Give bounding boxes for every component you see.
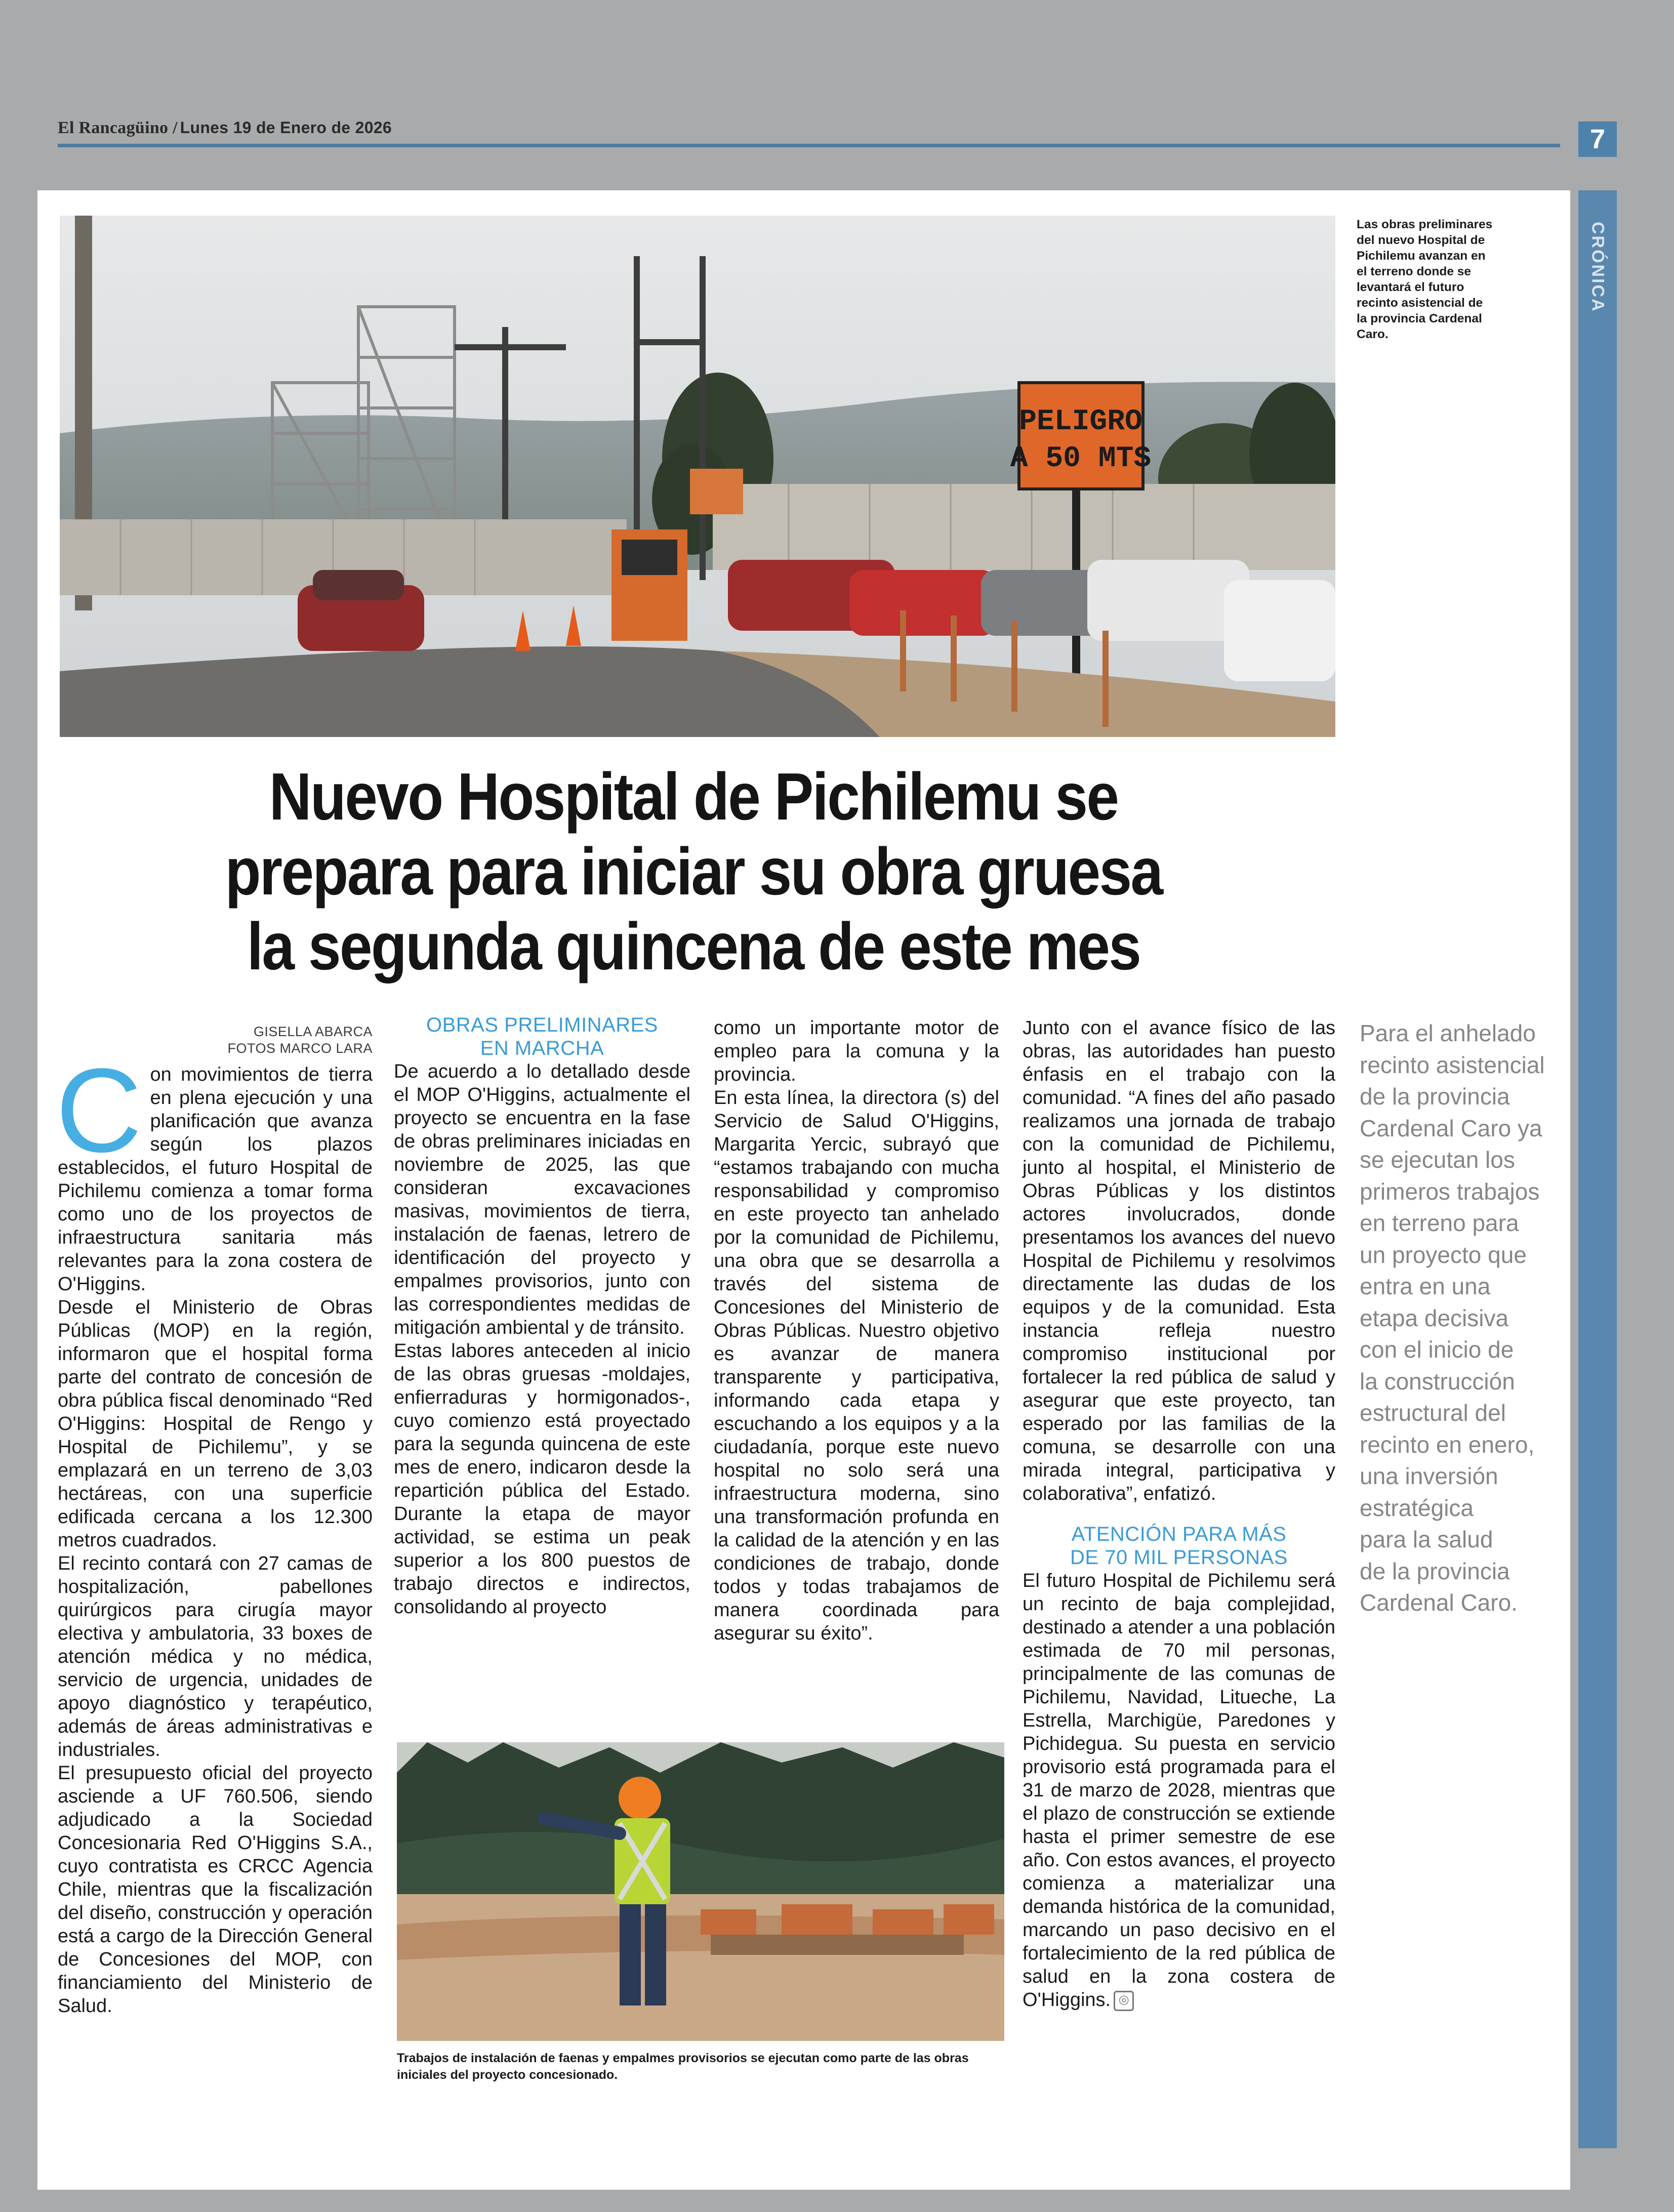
byline-author: GISELLA ABARCA bbox=[253, 1024, 373, 1039]
subhead-atencion bbox=[1023, 1523, 1335, 1569]
page-number: 7 bbox=[1578, 121, 1617, 157]
subhead-line: OBRAS PRELIMINARES bbox=[426, 1014, 658, 1036]
headline-line: Nuevo Hospital de Pichilemu se bbox=[269, 759, 1118, 834]
pull-quote-line: un proyecto que bbox=[1360, 1241, 1527, 1268]
sign-text-1: PELIGRO bbox=[1019, 405, 1142, 438]
subhead-obras bbox=[394, 1013, 690, 1060]
pull-quote-line: etapa decisiva bbox=[1360, 1304, 1509, 1331]
worker-site-illustration bbox=[397, 1742, 1004, 2041]
section-strip bbox=[1578, 190, 1617, 2148]
paragraph-text: El futuro Hospital de Pichilemu será un recinto de baja complejidad, destinado a atender a una población estimada de 70 mil personas, principalmente de las comunas de Pichilemu, Navidad, Litueche, La Estrella, Marchigüe, Paredones y Pichidegua. Su puesta en servicio provisorio está programada para el 31 de marzo de 2028, mientras que el plazo de construcción se extiende hasta el primer semestre de ese año. Con estos avances, el proyecto comienza a materializar una demanda histórica de la comunidad, marcando un paso decisivo en el fortalecimiento de la red pública de salud en la zona costera de O'Higgins. bbox=[1023, 1570, 1335, 2011]
headline-line: prepara para iniciar su obra gruesa bbox=[225, 834, 1162, 909]
byline-photos: FOTOS MARCO LARA bbox=[227, 1041, 373, 1056]
headline bbox=[121, 759, 1265, 984]
pull-quote-line: con el inicio de bbox=[1360, 1336, 1514, 1363]
column-3 bbox=[714, 1016, 999, 1645]
pull-quote-line: estructural del bbox=[1360, 1400, 1506, 1426]
sign-text-2: A 50 MTS bbox=[1010, 442, 1152, 475]
paragraph: Desde el Ministerio de Obras Públicas (MOP) en la región, informaron que el hospital forma parte del contrato de concesión de obra pública fiscal denominado “Red O'Higgins: Hospital de Rengo y Hospital de Pichilemu”, y se emplazará en un terreno de 3,03 hectáreas, con una superficie edificada cercana a los 12.300 metros cuadrados. bbox=[58, 1297, 373, 1551]
construction-site-illustration bbox=[60, 216, 1335, 737]
section-label bbox=[1578, 212, 1617, 323]
issue-date: Lunes 19 de Enero de 2026 bbox=[180, 118, 392, 137]
newspaper-name: El Rancagüino / bbox=[58, 118, 178, 137]
bottom-photo bbox=[397, 1742, 1004, 2041]
subhead-line: EN MARCHA bbox=[480, 1037, 604, 1059]
paragraph: El recinto contará con 27 camas de hospitalización, pabellones quirúrgicos para cirugía mayor electiva y ambulatoria, 33 boxes de atención médica y no médica, servicio de urgencia, unidades de apoyo diagnóstico y terapéutico, además de áreas administrativas e industriales. bbox=[58, 1553, 373, 1760]
drop-cap: C bbox=[56, 1044, 142, 1177]
pull-quote-line: primeros trabajos bbox=[1360, 1178, 1540, 1205]
end-mark-icon: ◎ bbox=[1114, 1991, 1134, 2011]
header-line bbox=[58, 118, 392, 138]
paragraph: como un importante motor de empleo para la comuna y la provincia. bbox=[714, 1017, 999, 1085]
paragraph: Junto con el avance físico de las obras, las autoridades han puesto énfasis en el trabajo con la comunidad. “A fines del año pasado realizamos una jornada de trabajo con la comunidad de Pichilemu, junto al hospital, el Ministerio de Obras Públicas y los distintos actores involucrados, donde presentamos los avances del nuevo Hospital de Pichilemu y resolvimos directamente las dudas de los equipos y de la comunidad. Esta instancia refleja nuestro compromiso institucional por fortalecer la red pública de salud y asegurar que este proyecto, tan esperado por las familias de la comuna, se desarrolle con una mirada integral, participativa y colaborativa”, enfatizó. bbox=[1023, 1017, 1335, 1504]
headline-line: la segunda quincena de este mes bbox=[247, 909, 1140, 984]
pull-quote-line: la construcción bbox=[1360, 1368, 1515, 1395]
pull-quote-line: de la provincia bbox=[1360, 1083, 1510, 1110]
pull-quote-line: Cardenal Caro. bbox=[1360, 1589, 1518, 1616]
pull-quote-line: Cardenal Caro ya bbox=[1360, 1115, 1542, 1141]
pull-quote-line: en terreno para bbox=[1360, 1210, 1519, 1236]
pull-quote-line: estratégica bbox=[1360, 1494, 1474, 1521]
section-name: CRÓNICA bbox=[1588, 222, 1608, 313]
paragraph-text: on movimientos de tierra en plena ejecución y una planificación que avanza según los plazos establecidos, el futuro Hospital de Pichilemu comienza a tomar forma como uno de los proyectos de infraestructura sanitaria más relevantes para la zona costera de O'Higgins. bbox=[58, 1064, 373, 1295]
column-4 bbox=[1023, 1016, 1335, 2012]
subhead-line: ATENCIÓN PARA MÁS bbox=[1071, 1523, 1287, 1545]
column-2 bbox=[394, 1013, 690, 1619]
paragraph: El presupuesto oficial del proyecto asciende a UF 760.506, siendo adjudicado a la Sociedad Concesionaria Red O'Higgins S.A., cuyo contratista es CRCC Agencia Chile, mientras que la fiscalización del diseño, construcción y operación está a cargo de la Dirección General de Concesiones del MOP, con financiamiento del Ministerio de Salud. bbox=[58, 1763, 373, 2017]
paragraph: De acuerdo a lo detallado desde el MOP O'Higgins, actualmente el proyecto se encuentra en la fase de obras preliminares iniciadas en noviembre de 2025, las que consideran excavaciones masivas, movimientos de tierra, instalación de faenas, letrero de identificación del proyecto y empalmes provisorios, junto con las correspondientes medidas de mitigación ambiental y de tránsito. bbox=[394, 1061, 690, 1338]
paragraph: En esta línea, la directora (s) del Servicio de Salud O'Higgins, Margarita Yercic, subrayó que “estamos trabajando con mucha responsabilidad y compromiso en este proyecto tan anhelado por la comunidad de Pichilemu, una obra que se desarrolla a través del sistema de Concesiones del Ministerio de Obras Públicas. Nuestro objetivo es avanzar de manera transparente y participativa, informando cada etapa y escuchando a los equipos y a la ciudadanía, porque este nuevo hospital no solo será una infraestructura moderna, sino una transformación profunda en la calidad de la atención y en las condiciones de trabajo, donde todos y todas trabajamos de manera coordinada para asegurar su éxito”. bbox=[714, 1087, 999, 1644]
pull-quote-line: recinto asistencial bbox=[1360, 1051, 1545, 1078]
pull-quote-line: de la provincia bbox=[1360, 1558, 1510, 1584]
paragraph bbox=[1023, 1569, 1335, 2012]
subhead-line: DE 70 MIL PERSONAS bbox=[1070, 1546, 1288, 1569]
pull-quote bbox=[1360, 1017, 1562, 1619]
pull-quote-line: una inversión bbox=[1360, 1463, 1498, 1489]
pull-quote-line: para la salud bbox=[1360, 1526, 1493, 1552]
column-1 bbox=[58, 1023, 373, 2018]
main-photo-caption: Las obras preliminares del nuevo Hospital de Pichilemu avanzan en el terreno donde se levantará el futuro recinto asistencial de la provincia Cardenal Caro. bbox=[1357, 218, 1493, 341]
paragraph: Estas labores anteceden al inicio de las obras gruesas -moldajes, enfierraduras y hormigonados-, cuyo comienzo está proyectado para la segunda quincena de este mes de enero, indicaron desde la repartición pública del Estado. Durante la etapa de mayor actividad, se estima un peak superior a los 800 puestos de trabajo directos e indirectos, consolidando al proyecto bbox=[394, 1340, 690, 1618]
pull-quote-line: entra en una bbox=[1360, 1273, 1491, 1299]
pull-quote-line: Para el anhelado bbox=[1360, 1020, 1536, 1046]
page-header bbox=[58, 115, 1560, 147]
pull-quote-line: se ejecutan los bbox=[1360, 1146, 1515, 1173]
bottom-photo-caption: Trabajos de instalación de faenas y empalmes provisorios se ejecutan como parte de las obras iniciales del proyecto concesionado. bbox=[397, 2051, 969, 2082]
pull-quote-line: recinto en enero, bbox=[1360, 1431, 1535, 1458]
main-photo bbox=[60, 216, 1335, 737]
